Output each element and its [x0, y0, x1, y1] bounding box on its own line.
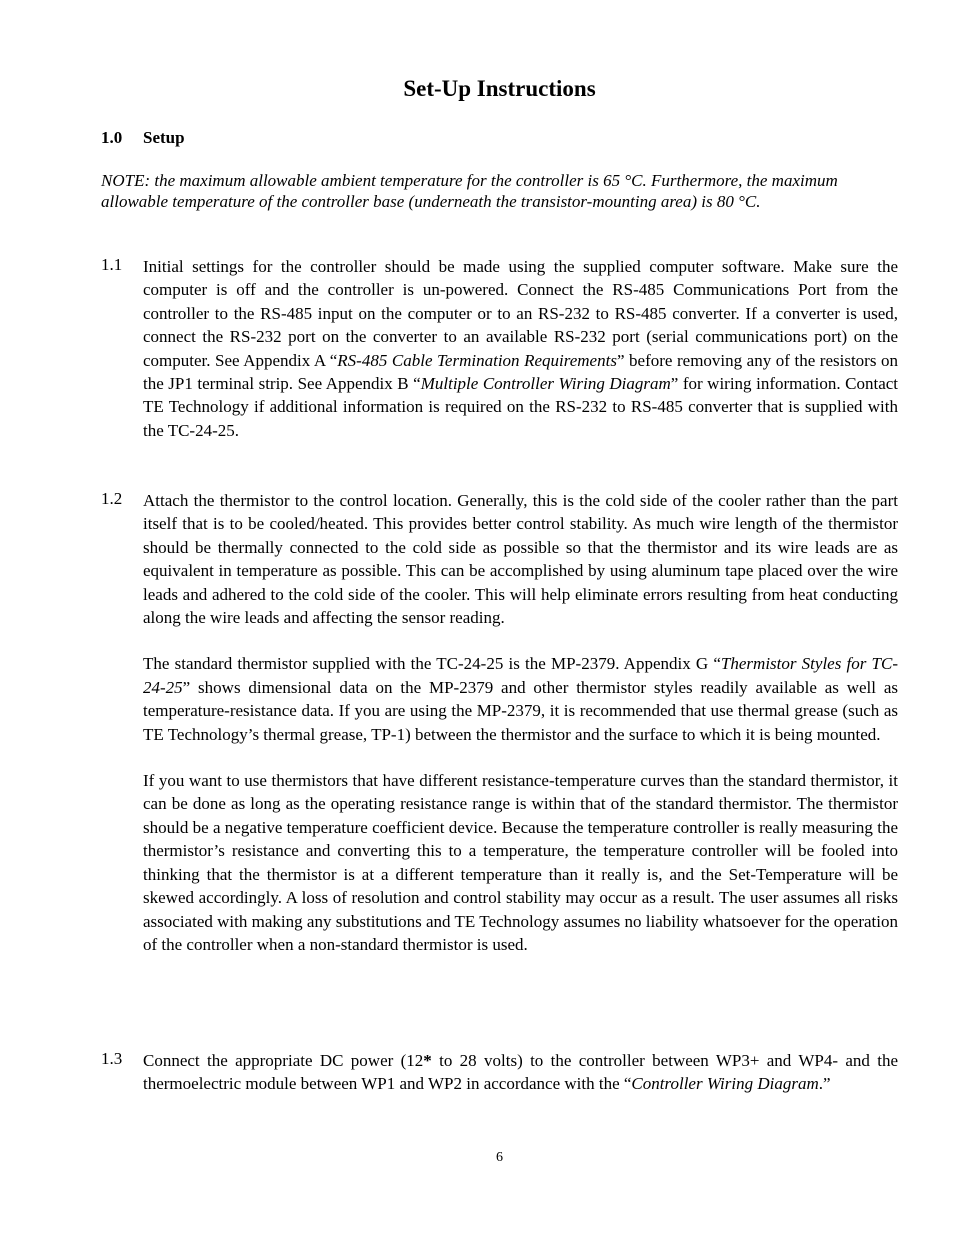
step-1-1 [101, 255, 898, 442]
page-title: Set-Up Instructions [403, 76, 596, 101]
paragraph-text: .” [818, 1074, 831, 1094]
step-1-2 [101, 489, 898, 956]
paragraph-text: ” shows dimensional data on the MP-2379 and other thermistor styles readily available as well as temperature-resistance data. If you are using the MP-2379, it is recommended that use thermal grease (such as TE Technology’s thermal grease, TP-1) between the thermistor and the surface to which it is being mounted. [143, 677, 898, 744]
step-1-3 [101, 1049, 898, 1096]
paragraph-text: Connect the appropriate DC power (12 [143, 1051, 424, 1070]
italic-reference: Thermistor Styles for TC-24-25 [143, 654, 898, 697]
footnote-asterisk: * [423, 1051, 432, 1070]
step-paragraph: Attach the thermistor to the control location. Generally, this is the cold side of the cooler rather than the part itself that is to be cooled/heated. This provides better control stability. As much wire length of the thermistor should be thermally connected to the cold side as possible so that the thermistor and its wire leads are as equivalent in temperature as possible. This can be accomplished by using aluminum tape placed over the wire leads and adhered to the cold side of the cooler. This will help eliminate errors resulting from heat conducting along the wire leads and affecting the sensor reading. [143, 491, 898, 628]
paragraph-text: Initial settings for the controller should be made using the supplied computer software. Make sure the computer is off and the controller is un-powered. Connect the RS-485 Communications Port from the controller to the RS-485 input on the computer or to an RS-232 to RS-485 converter. If a converter is used, connect the RS-232 port on the converter to an available RS-232 port (serial communications port) on the computer. See Appendix A “ [143, 257, 898, 370]
page-number: 6 [496, 1150, 503, 1165]
step-paragraph [143, 652, 898, 746]
section-heading [101, 127, 185, 149]
italic-reference: Controller Wiring Diagram [631, 1074, 819, 1094]
paragraph-text: to 28 volts) to the controller between WP3+ and WP4- and the thermoelectric module between WP1 and WP2 in accordance with the “ [143, 1051, 898, 1094]
section-label: Setup [143, 128, 185, 147]
paragraph-text: ” for wiring information. Contact TE Technology if additional information is required on the RS-232 to RS-485 converter that is supplied with the TC-24-25. [143, 374, 899, 440]
italic-reference: Multiple Controller Wiring Diagram [420, 374, 671, 394]
step-paragraph [143, 255, 898, 442]
step-number: 1.3 [101, 1049, 123, 1068]
section-number: 1.0 [101, 128, 123, 147]
paragraph-text: ” before removing any of the resistors on the JP1 terminal strip. See Appendix B “ [143, 350, 899, 394]
step-paragraph: If you want to use thermistors that have different resistance-temperature curves than the standard thermistor, it can be done as long as the operating resistance range is within that of the standard thermistor. The thermistor should be a negative temperature coefficient device. Because the temperature controller is really measuring the thermistor’s resistance and converting this to a temperature, the temperature controller will be fooled into thinking that the thermistor is at a different temperature than it really is, and the Set-Temperature will be skewed accordingly. A loss of resolution and control stability may occur as a result. The user assumes all risks associated with making any substitutions and TE Technology assumes no liability whatsoever for the operation of the controller when a non-standard thermistor is used. [143, 771, 898, 954]
step-paragraph [143, 1049, 898, 1096]
temperature-note: NOTE: the maximum allowable ambient temperature for the controller is 65 °C. Furthermore, the maximum allowable temperature of the controller base (underneath the transistor-mounting area) is 80 °C. [101, 171, 838, 211]
step-number: 1.1 [101, 255, 123, 274]
step-number: 1.2 [101, 489, 123, 508]
paragraph-text: The standard thermistor supplied with the TC-24-25 is the MP-2379. Appendix G “ [143, 654, 721, 674]
italic-reference: RS-485 Cable Termination Requirements [337, 350, 617, 370]
